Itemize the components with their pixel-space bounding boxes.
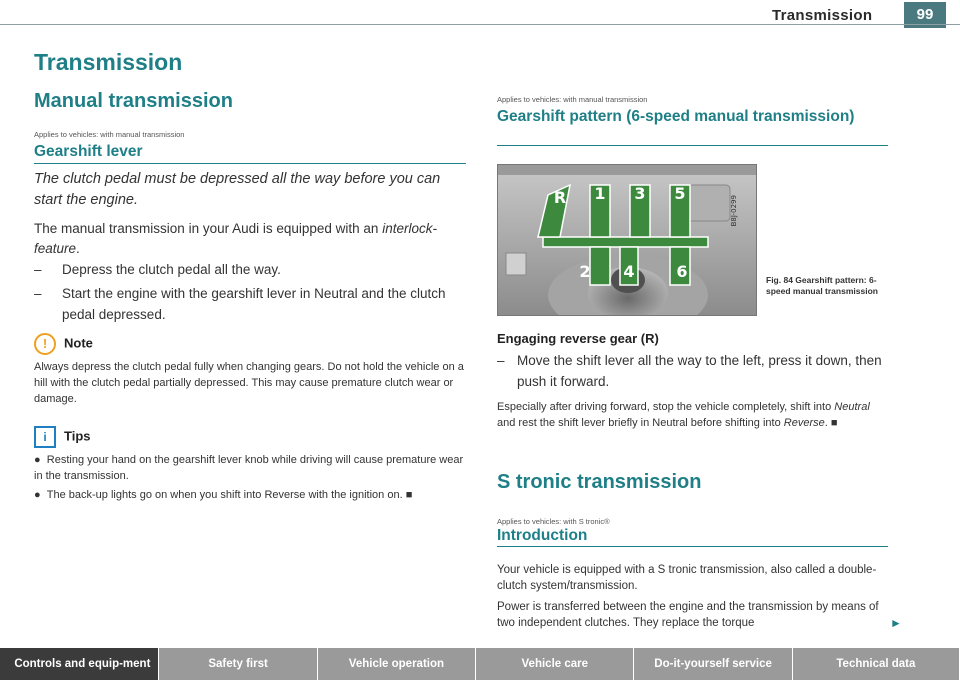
tip-item: ● The back-up lights go on when you shift into Reverse with the ignition on. ■ (34, 489, 413, 501)
gear-label-2: 2 (579, 262, 591, 281)
reverse-end: . ■ (824, 417, 838, 429)
subsection-title: Manual transmission (34, 90, 233, 112)
applies-note: Applies to vehicles: with manual transmission (34, 130, 185, 139)
info-icon: i (34, 426, 56, 448)
gear-label-3: 3 (634, 184, 646, 203)
intro-end: . (76, 241, 80, 256)
step-text: Start the engine with the gearshift lever in Neutral and the clutch pedal depressed. (62, 286, 446, 322)
intro-text: The manual transmission in your Audi is equipped with an (34, 221, 379, 236)
page-number-badge: 99 (904, 2, 946, 28)
intro-paragraph-2: Power is transferred between the engine and the transmission by means of two independent clutches. They replace the torque (497, 601, 879, 629)
applies-note: Applies to vehicles: with S tronic® (497, 517, 610, 526)
reverse-italic-2: Reverse (783, 417, 825, 429)
heading-rule (497, 546, 888, 547)
gear-label-r: R (553, 188, 567, 207)
dashboard-edge (498, 165, 756, 175)
exclamation-icon: ! (34, 333, 56, 355)
step-text: Depress the clutch pedal all the way. (62, 262, 281, 277)
heading-rule (497, 145, 888, 146)
running-header-title: Transmission (772, 7, 873, 24)
gear-label-6: 6 (676, 262, 688, 281)
step-item: – Start the engine with the gearshift lever in Neutral and the clutch pedal depressed. (34, 283, 466, 325)
nav-tab-controls[interactable]: Controls and equip-ment (0, 648, 159, 680)
s-tronic-title: S tronic transmission (497, 471, 702, 493)
nav-tab-diy-service[interactable]: Do-it-yourself service (634, 648, 792, 680)
heading-gearshift-pattern: Gearshift pattern (6-speed manual transmission) (497, 108, 855, 125)
nav-tab-vehicle-care[interactable]: Vehicle care (476, 648, 634, 680)
intro-paragraph (34, 219, 466, 259)
figure-caption: Fig. 84 Gearshift pattern: 6-speed manual transmission (766, 275, 878, 296)
section-title: Transmission (34, 49, 183, 75)
gear-label-5: 5 (674, 184, 686, 203)
nav-tab-safety[interactable]: Safety first (159, 648, 317, 680)
heading-gearshift-lever: Gearshift lever (34, 143, 143, 160)
end-mark: ■ (405, 489, 413, 501)
step-item: – Move the shift lever all the way to the left, press it down, then push it forward. (497, 350, 889, 392)
lead-warning-text: The clutch pedal must be depressed all the way before you can start the engine. (34, 171, 441, 208)
note-title: Note (64, 335, 93, 351)
step-text: Move the shift lever all the way to the left, press it down, then push it forward. (517, 353, 882, 389)
reverse-gear-heading: Engaging reverse gear (R) (497, 331, 659, 346)
gearshift-pattern-figure (497, 164, 757, 316)
applies-note: Applies to vehicles: with manual transmission (497, 95, 648, 104)
reverse-paragraph (497, 399, 889, 431)
nav-tab-vehicle-operation[interactable]: Vehicle operation (318, 648, 476, 680)
pedal-icon (506, 253, 526, 275)
heading-introduction: Introduction (497, 527, 588, 544)
step-item: – Depress the clutch pedal all the way. (34, 259, 466, 280)
tip-text: Resting your hand on the gearshift lever knob while driving will cause premature wear in the transmission. (34, 454, 464, 482)
note-heading (34, 333, 93, 355)
tip-item: ● Resting your hand on the gearshift lever knob while driving will cause premature wear in the transmission. (34, 454, 464, 482)
chapter-nav (0, 648, 960, 680)
header-rule (0, 24, 960, 25)
note-text: Always depress the clutch pedal fully when changing gears. Do not hold the vehicle on a hill with the clutch pedal partially depressed. This may cause premature clutch wear or damage. (34, 361, 464, 405)
figure-code: B8J-0299 (730, 195, 738, 227)
heading-rule (34, 163, 466, 164)
gear-label-1: 1 (594, 184, 606, 203)
intro-paragraph-1: Your vehicle is equipped with a S tronic transmission, also called a double-clutch system/transmission. (497, 564, 877, 592)
tips-heading (34, 426, 91, 448)
gearshift-illustration (498, 165, 756, 315)
gear-label-4: 4 (623, 262, 635, 281)
reverse-text-2: and rest the shift lever briefly in Neutral before shifting into (497, 417, 781, 429)
continue-arrow-icon: ► (890, 616, 902, 630)
reverse-italic-1: Neutral (834, 401, 870, 413)
intro-italic: interlock-feature (34, 221, 437, 256)
reverse-text-1: Especially after driving forward, stop the vehicle completely, shift into (497, 401, 832, 413)
nav-tab-technical-data[interactable]: Technical data (793, 648, 960, 680)
tips-title: Tips (64, 428, 91, 444)
tip-text: The back-up lights go on when you shift into Reverse with the ignition on. (46, 489, 403, 501)
